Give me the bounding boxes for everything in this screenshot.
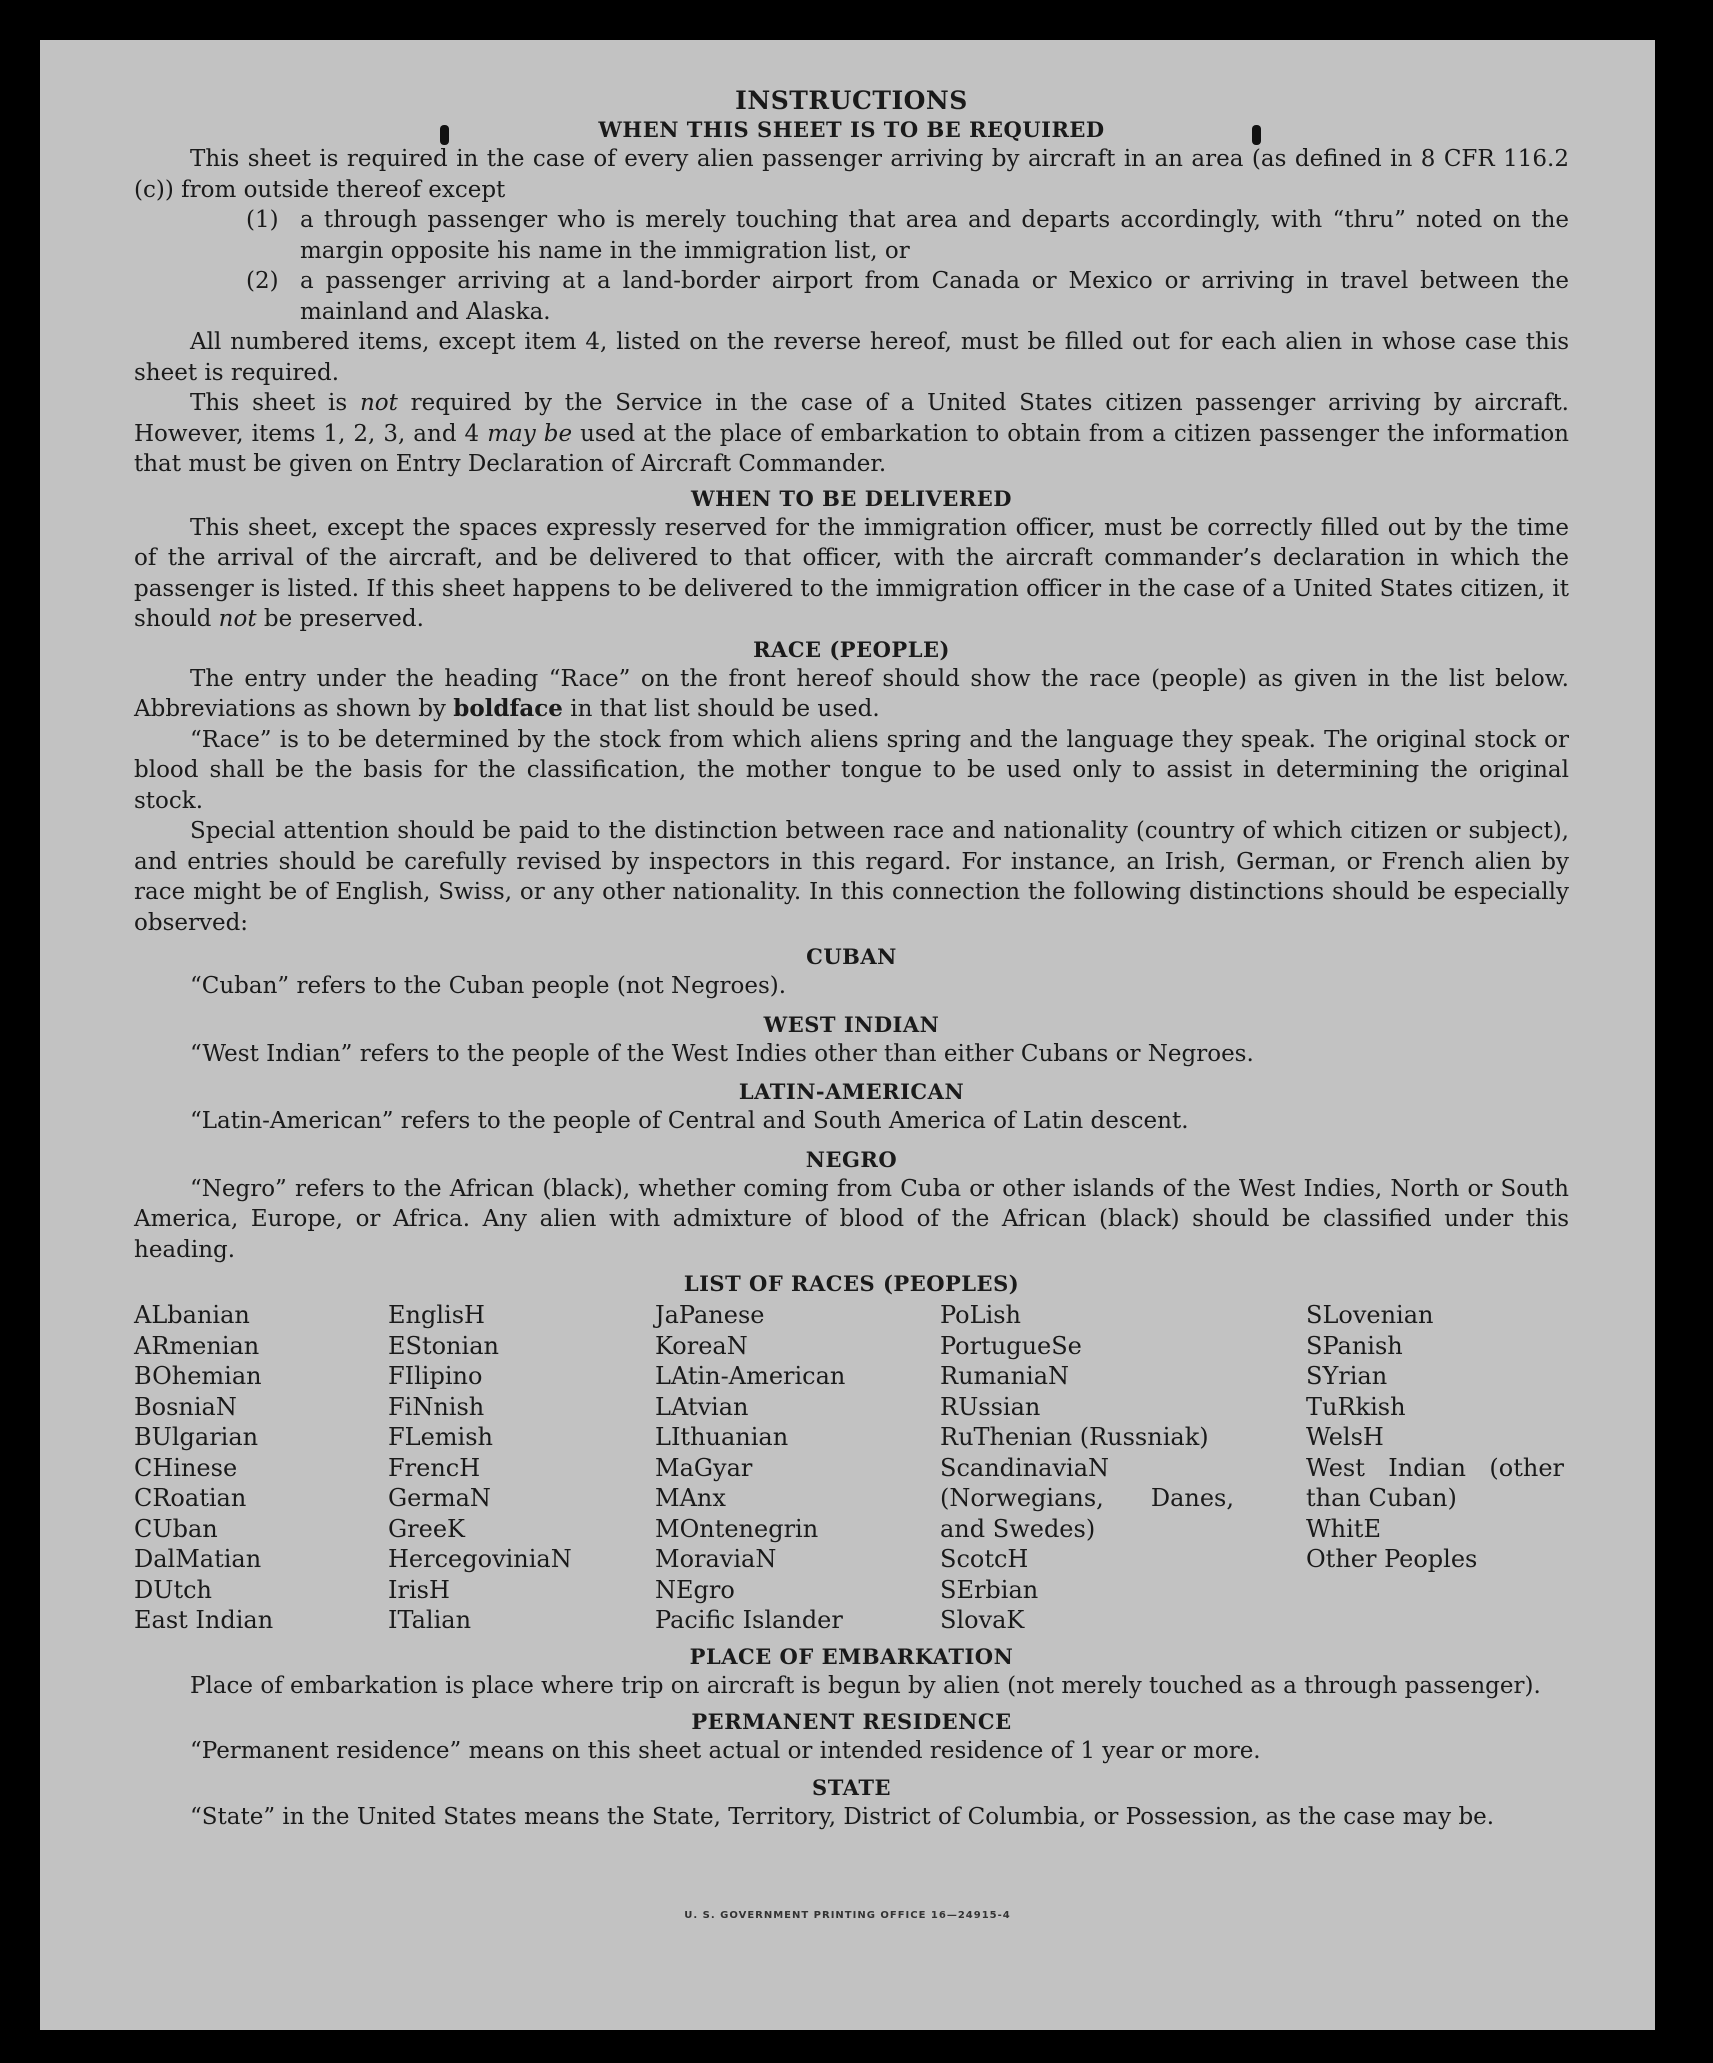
race-entry: IrisH [388, 1575, 450, 1604]
races-column [940, 1300, 1234, 1636]
race-entry: KoreaN [655, 1331, 748, 1360]
item-text: a through passenger who is merely touching that area and departs accordingly, with “thru” noted on the margin opposite his name in the immigration list, or [300, 207, 1569, 264]
paragraph-cuban: “Cuban” refers to the Cuban people (not Negroes). [190, 973, 787, 999]
race-entry: TuRkish [1306, 1392, 1406, 1421]
race-entry: ScotcH [940, 1545, 1029, 1573]
emphasis-text: not [359, 390, 398, 416]
race-entry: East Indian [134, 1606, 274, 1634]
item-number: (1) [246, 207, 279, 233]
heading-permanent-residence: PERMANENT RESIDENCE [691, 1709, 1012, 1734]
text-segment: be preserved. [256, 606, 424, 632]
race-entry: WelsH [1306, 1423, 1384, 1451]
paragraph-negro: “Negro” refers to the African (black), whether coming from Cuba or other islands of the West Indies, North or South America, Europe, or Africa. Any alien with admixture of blood of the African (black) should be classified under this heading. [134, 1175, 1569, 1263]
race-entry: ARmenian [134, 1331, 260, 1360]
race-entry: MAnx [655, 1484, 726, 1512]
emphasis-text: not [218, 606, 257, 632]
race-entry: MoraviaN [655, 1545, 777, 1573]
document-body [134, 86, 1569, 1832]
printing-office-footer: U. S. GOVERNMENT PRINTING OFFICE 16—24915-4 [684, 1910, 1011, 1921]
heading-negro: NEGRO [805, 1146, 898, 1172]
race-entry: PortugueSe [940, 1331, 1082, 1360]
race-entry: HercegoviniaN [388, 1545, 572, 1573]
race-entry: CUban [134, 1514, 218, 1543]
race-entry: FLemish [388, 1423, 493, 1451]
document-sheet [40, 40, 1655, 2030]
heading-when-delivered: WHEN TO BE DELIVERED [690, 485, 1012, 511]
race-entry: LAtin-American [655, 1362, 846, 1390]
paragraph-numbered-items: All numbered items, except item 4, listed on the reverse hereof, must be filled out for each alien in whose case this sheet is required. [134, 329, 1569, 386]
text-segment: This sheet, except the spaces expressly reserved for the immigration officer, must be correctly filled out by the time of the arrival of the aircraft, and be delivered to that officer, with the aircraft commander’s declaration in which the passenger is listed. If this sheet happens to be delivered to the immigration officer in the case of a United States citizen, it should [134, 514, 1569, 632]
heading-cuban: CUBAN [806, 944, 897, 969]
race-entry: ScandinaviaN (Norwegians, Danes, and Swedes) [940, 1453, 1234, 1543]
race-entry: NEgro [655, 1575, 735, 1604]
race-entry: PoLish [940, 1301, 1022, 1329]
list-item [134, 205, 1569, 266]
paragraph-race-nationality: Special attention should be paid to the distinction between race and nationality (country of which citizen or subject), and entries should be carefully revised by inspectors in this regard. For instance, an Irish, German, or French alien by race might be of English, Swiss, or any other nationality. In this connection the following distinctions should be especially observed: [134, 818, 1569, 936]
heading-race: RACE (PEOPLE) [753, 636, 950, 662]
heading-list-of-races: LIST OF RACES (PEOPLES) [683, 1271, 1020, 1296]
races-column [388, 1300, 655, 1636]
race-entry: CRoatian [134, 1484, 247, 1512]
paragraph-race-stock: “Race” is to be determined by the stock from which aliens spring and the language they speak. The original stock or blood shall be the basis for the classification, the mother tongue to be used only to assist in determining the original stock. [134, 726, 1569, 814]
text-segment: in that list should be used. [562, 696, 880, 722]
races-column [1306, 1300, 1564, 1636]
race-entry: SPanish [1306, 1331, 1403, 1360]
race-entry: LAtvian [655, 1392, 749, 1421]
race-entry: FIlipino [388, 1362, 483, 1390]
race-entry: MaGyar [655, 1453, 753, 1482]
race-entry: EnglisH [388, 1301, 485, 1329]
race-entry: BOhemian [134, 1362, 262, 1390]
race-entry: SlovaK [940, 1606, 1025, 1634]
text-segment: The entry under the heading “Race” on the front hereof should show the race (people) as given in the list below. Abbreviations as shown by [134, 665, 1569, 722]
race-entry: BUlgarian [134, 1423, 259, 1451]
heading-when-required: WHEN THIS SHEET IS TO BE REQUIRED [598, 117, 1105, 142]
paragraph-latin-american: “Latin-American” refers to the people of Central and South America of Latin descent. [190, 1108, 1189, 1134]
item-number: (2) [246, 268, 279, 294]
race-entry: DUtch [134, 1575, 213, 1604]
paragraph-citizen [134, 388, 1569, 480]
race-entry: CHinese [134, 1453, 238, 1482]
race-entry: WhitE [1306, 1514, 1381, 1543]
race-entry: ALbanian [134, 1301, 250, 1329]
race-entry: JaPanese [655, 1301, 765, 1329]
paragraph-required: This sheet is required in the case of every alien passenger arriving by aircraft in an area (as defined in 8 CFR 116.2 (c)) from outside thereof except [134, 146, 1569, 203]
race-entry: ITalian [388, 1606, 472, 1634]
race-entry: West Indian (other than Cuban) [1306, 1453, 1564, 1512]
text-segment: used at the place of embarkation to obtain from a citizen passenger the information that must be given on Entry Declaration of Aircraft Commander. [134, 420, 1569, 477]
race-entry: DalMatian [134, 1545, 262, 1573]
paragraph-embarkation: Place of embarkation is place where trip on aircraft is begun by alien (not merely touched as a through passenger). [190, 1672, 1541, 1699]
heading-state: STATE [812, 1774, 891, 1800]
emphasis-text: may be [487, 420, 573, 447]
race-entry: EStonian [388, 1331, 499, 1360]
races-column [655, 1300, 940, 1636]
heading-latin-american: LATIN-AMERICAN [738, 1079, 965, 1104]
race-entry: BosniaN [134, 1392, 237, 1421]
race-entry: SErbian [940, 1575, 1039, 1604]
paragraph-permanent-residence: “Permanent residence” means on this sheet actual or intended residence of 1 year or more. [190, 1738, 1261, 1764]
race-entry: Pacific Islander [655, 1606, 843, 1634]
race-entry: FrencH [388, 1453, 481, 1482]
race-entry: RuThenian (Russniak) [940, 1423, 1209, 1451]
heading-west-indian: WEST INDIAN [763, 1011, 940, 1037]
text-segment: This sheet is [190, 390, 360, 416]
heading-place-of-embarkation: PLACE OF EMBARKATION [689, 1643, 1014, 1669]
race-entry: GermaN [388, 1484, 491, 1512]
race-entry: SYrian [1306, 1362, 1388, 1390]
race-entry: RumaniaN [940, 1362, 1070, 1390]
races-table [134, 1300, 1569, 1636]
race-entry: RUssian [940, 1392, 1041, 1421]
races-column [134, 1300, 388, 1636]
race-entry: GreeK [388, 1514, 465, 1543]
race-entry: SLovenian [1306, 1301, 1434, 1329]
paragraph-race-entry [134, 664, 1569, 725]
list-item [134, 266, 1569, 327]
race-entry: LIthuanian [655, 1423, 789, 1451]
paragraph-delivered [134, 513, 1569, 635]
bold-text: boldface [453, 695, 563, 722]
page-title: INSTRUCTIONS [735, 86, 968, 115]
race-entry: FiNnish [388, 1392, 485, 1421]
race-entry: MOntenegrin [655, 1514, 819, 1543]
paragraph-west-indian: “West Indian” refers to the people of the West Indies other than either Cubans or Negroes. [190, 1040, 1254, 1067]
race-entry: Other Peoples [1306, 1545, 1478, 1573]
item-text: a passenger arriving at a land-border airport from Canada or Mexico or arriving in travel between the mainland and Alaska. [300, 268, 1569, 325]
text-segment: required by the Service in the case of a United States citizen passenger arriving by aircraft. However, items 1, 2, 3, and 4 [134, 390, 1569, 447]
paragraph-state: “State” in the United States means the State, Territory, District of Columbia, or Possession, as the case may be. [190, 1803, 1495, 1830]
